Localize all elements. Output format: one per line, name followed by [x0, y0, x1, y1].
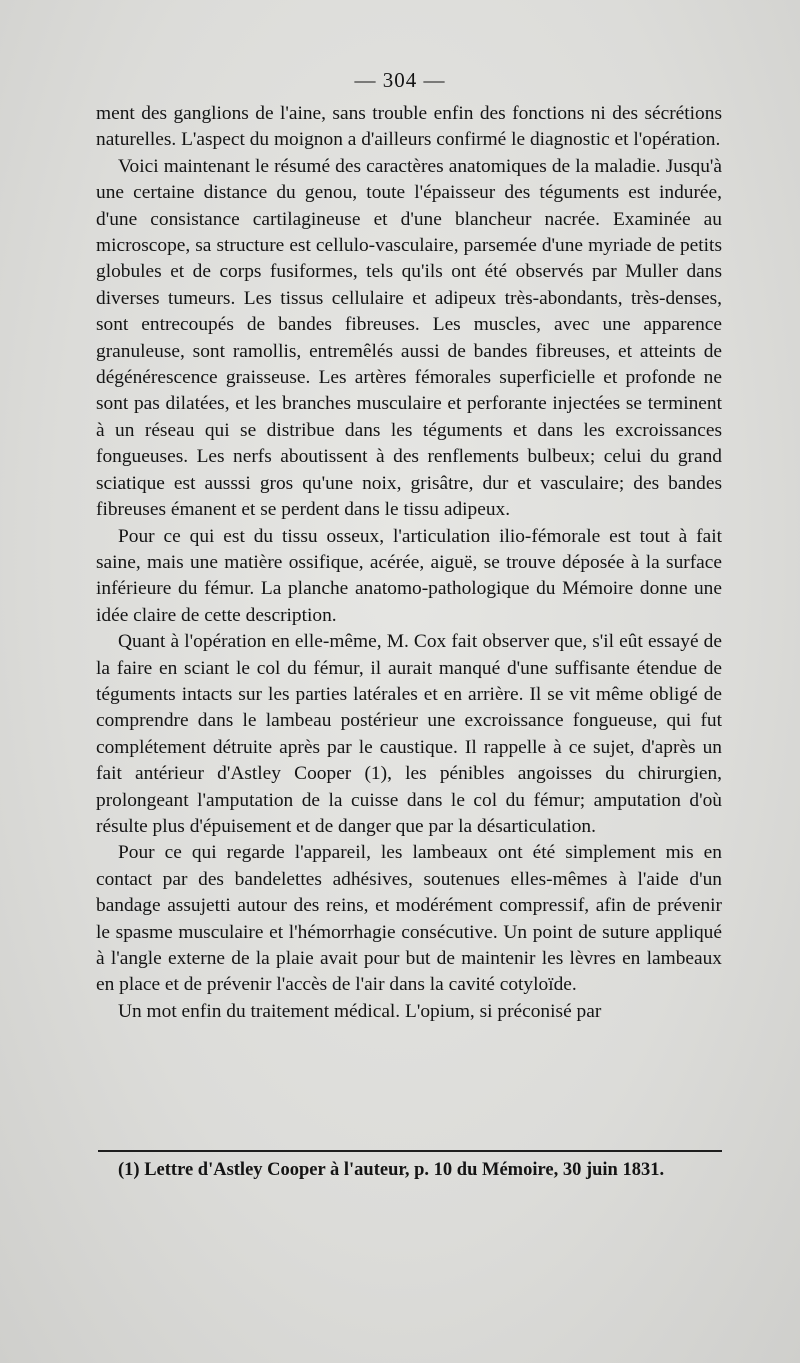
paragraph-3: Pour ce qui est du tissu osseux, l'articulation ilio-fémorale est tout à fait saine, mais une matière ossifique, acérée, aiguë, se trouve déposée à la surface inférieure du fémur. La planche anatomo-pathologique du Mémoire donne une idée claire de cette description.: [96, 525, 722, 626]
paragraph-1: ment des ganglions de l'aine, sans trouble enfin des fonctions ni des sécrétions naturelles. L'aspect du moignon a d'ailleurs confirmé le diagnostic et l'opération.: [96, 103, 722, 151]
page-number: — 304 —: [354, 68, 446, 92]
paragraph-5: Pour ce qui regarde l'appareil, les lambeaux ont été simplement mis en contact par des bandelettes adhésives, soutenues elles-mêmes à l'aide d'un bandage assujetti autour des reins, et modérément compressif, afin de prévenir le spasme musculaire et l'hémorrhagie consécutive. Un point de suture appliqué à l'angle externe de la plaie avait pour but de maintenir les lèvres en lambeaux en place et de prévenir l'accès de l'air dans la cavité cotyloïde.: [96, 842, 722, 996]
paragraph-4: Quant à l'opération en elle-même, M. Cox fait observer que, s'il eût essayé de la faire en sciant le col du fémur, il aurait manqué d'une suffisante étendue de téguments intacts sur les parties latérales et en arrière. Il se vit même obligé de comprendre dans le lambeau postérieur une excroissance fongueuse, qui fut complétement détruite après par le caustique. Il rappelle à ce sujet, d'après un fait antérieur d'Astley Cooper (1), les pénibles angoisses du chirurgien, prolongeant l'amputation de la cuisse dans le col du fémur; amputation d'où résulte plus d'épuisement et de danger que par la désarticulation.: [96, 631, 722, 837]
footnote: (1) Lettre d'Astley Cooper à l'auteur, p. 10 du Mémoire, 30 juin 1831.: [118, 1160, 665, 1180]
paragraph-2: Voici maintenant le résumé des caractères anatomiques de la maladie. Jusqu'à une certaine distance du genou, toute l'épaisseur des téguments est indurée, d'une consistance cartilagineuse et d'une blancheur nacrée. Examinée au microscope, sa structure est cellulo-vasculaire, parsemée d'une myriade de petits globules et de corps fusiformes, tels qu'ils ont été observés par Muller dans diverses tumeurs. Les tissus cellulaire et adipeux très-abondants, très-denses, sont entrecoupés de bandes fibreuses. Les muscles, avec une apparence granuleuse, sont ramollis, entremêlés aussi de bandes fibreuses, et atteints de dégénérescence graisseuse. Les artères fémorales superficielle et profonde ne sont pas dilatées, et les branches musculaire et perforante injectées se terminent à un réseau qui se distribue dans les téguments et dans les excroissances fongueuses. Les nerfs aboutissent à des renflements bulbeux; celui du grand sciatique est ausssi gros qu'une noix, grisâtre, dur et vasculaire; des bandes fibreuses émanent et se perdent dans le tissu adipeux.: [96, 155, 722, 521]
footnote-rule: [98, 1150, 722, 1152]
paragraph-6: Un mot enfin du traitement médical. L'opium, si préconisé par: [118, 1000, 602, 1022]
body-text: [96, 101, 722, 1025]
